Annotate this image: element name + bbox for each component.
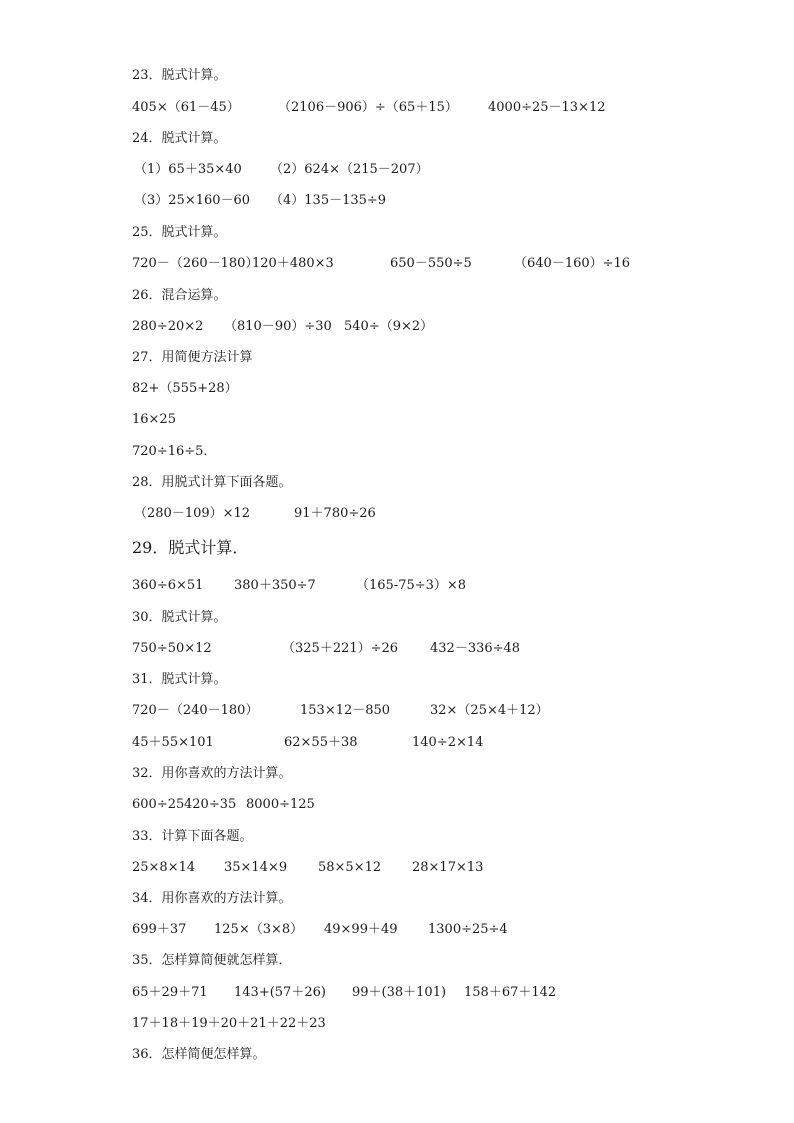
expression: 45＋55×101 — [132, 735, 214, 750]
question-title: 28．用脱式计算下面各题。 — [132, 475, 292, 490]
expression: 158＋67＋142 — [464, 985, 557, 1000]
question-title: 36．怎样简便怎样算。 — [132, 1047, 266, 1062]
question-title: 34．用你喜欢的方法计算。 — [132, 891, 292, 906]
expression: 280÷20×2 — [132, 319, 204, 334]
question-title: 30．脱式计算。 — [132, 610, 227, 625]
question-title: 35．怎样算简便就怎样算． — [132, 953, 292, 968]
expression: 58×5×12 — [318, 860, 382, 875]
expression: 143+(57＋26) — [234, 985, 326, 1000]
expression: 699＋37 — [132, 922, 187, 937]
expression: 750÷50×12 — [132, 641, 212, 656]
question-title: 27．用简便方法计算 — [132, 350, 253, 365]
expression: （3）25×160－60 — [134, 193, 251, 208]
expression: （165-75÷3）×8 — [356, 578, 467, 593]
question-title: 26．混合运算。 — [132, 288, 227, 303]
question-title: 23．脱式计算。 — [132, 68, 227, 83]
expression: 125×（3×8） — [214, 922, 304, 937]
expression: 28×17×13 — [412, 860, 484, 875]
expression: （325＋221）÷26 — [282, 641, 399, 656]
expression: 25×8×14 — [132, 860, 196, 875]
question-title: 33．计算下面各题。 — [132, 829, 253, 844]
expression: 16×25 — [132, 412, 176, 427]
question-title: 24．脱式计算。 — [132, 131, 227, 146]
expression: 99＋(38＋101) — [352, 985, 447, 1000]
question-title: 29．脱式计算． — [132, 538, 249, 557]
expression: 17＋18＋19＋20＋21＋22＋23 — [132, 1016, 326, 1031]
expression: 432－336÷48 — [430, 641, 521, 656]
expression: 91＋780÷26 — [294, 506, 376, 521]
expression: 65＋29＋71 — [132, 985, 208, 1000]
expression: 4000÷25－13×12 — [488, 100, 606, 115]
expression: （2）624×（215－207） — [270, 162, 429, 177]
expression: （1）65＋35×40 — [134, 162, 242, 177]
expression: 380＋350÷7 — [234, 578, 316, 593]
expression: 140÷2×14 — [412, 735, 484, 750]
expression: 360÷6×51 — [132, 578, 204, 593]
expression: 650－550÷5 — [390, 256, 472, 271]
expression: 720÷16÷5． — [132, 444, 217, 459]
expression: （4）135－135÷9 — [270, 193, 387, 208]
question-title: 32．用你喜欢的方法计算。 — [132, 766, 292, 781]
expression: 120＋480×3 — [252, 256, 334, 271]
expression: （640－160）÷16 — [514, 256, 631, 271]
expression: 62×55＋38 — [284, 735, 358, 750]
expression: 49×99＋49 — [324, 922, 398, 937]
expression: （280－109）×12 — [134, 506, 251, 521]
expression: 1300÷25÷4 — [428, 922, 508, 937]
expression: 720－（240－180） — [132, 703, 259, 718]
expression: 82+（555+28） — [132, 381, 238, 396]
expression: 8000÷125 — [246, 797, 315, 812]
expression: （2106－906）÷（65＋15） — [278, 100, 458, 115]
expression: 32×（25×4＋12） — [430, 703, 549, 718]
expression: 405×（61－45） — [132, 100, 240, 115]
question-title: 25．脱式计算。 — [132, 225, 227, 240]
expression: 35×14×9 — [224, 860, 288, 875]
expression: 153×12－850 — [300, 703, 391, 718]
expression: 600÷25 — [132, 797, 185, 812]
question-title: 31．脱式计算。 — [132, 672, 227, 687]
expression: 420÷35 — [184, 797, 237, 812]
expression: 540÷（9×2） — [344, 319, 434, 334]
expression: 720－（260－180） — [132, 256, 259, 271]
expression: （810－90）÷30 — [224, 319, 332, 334]
